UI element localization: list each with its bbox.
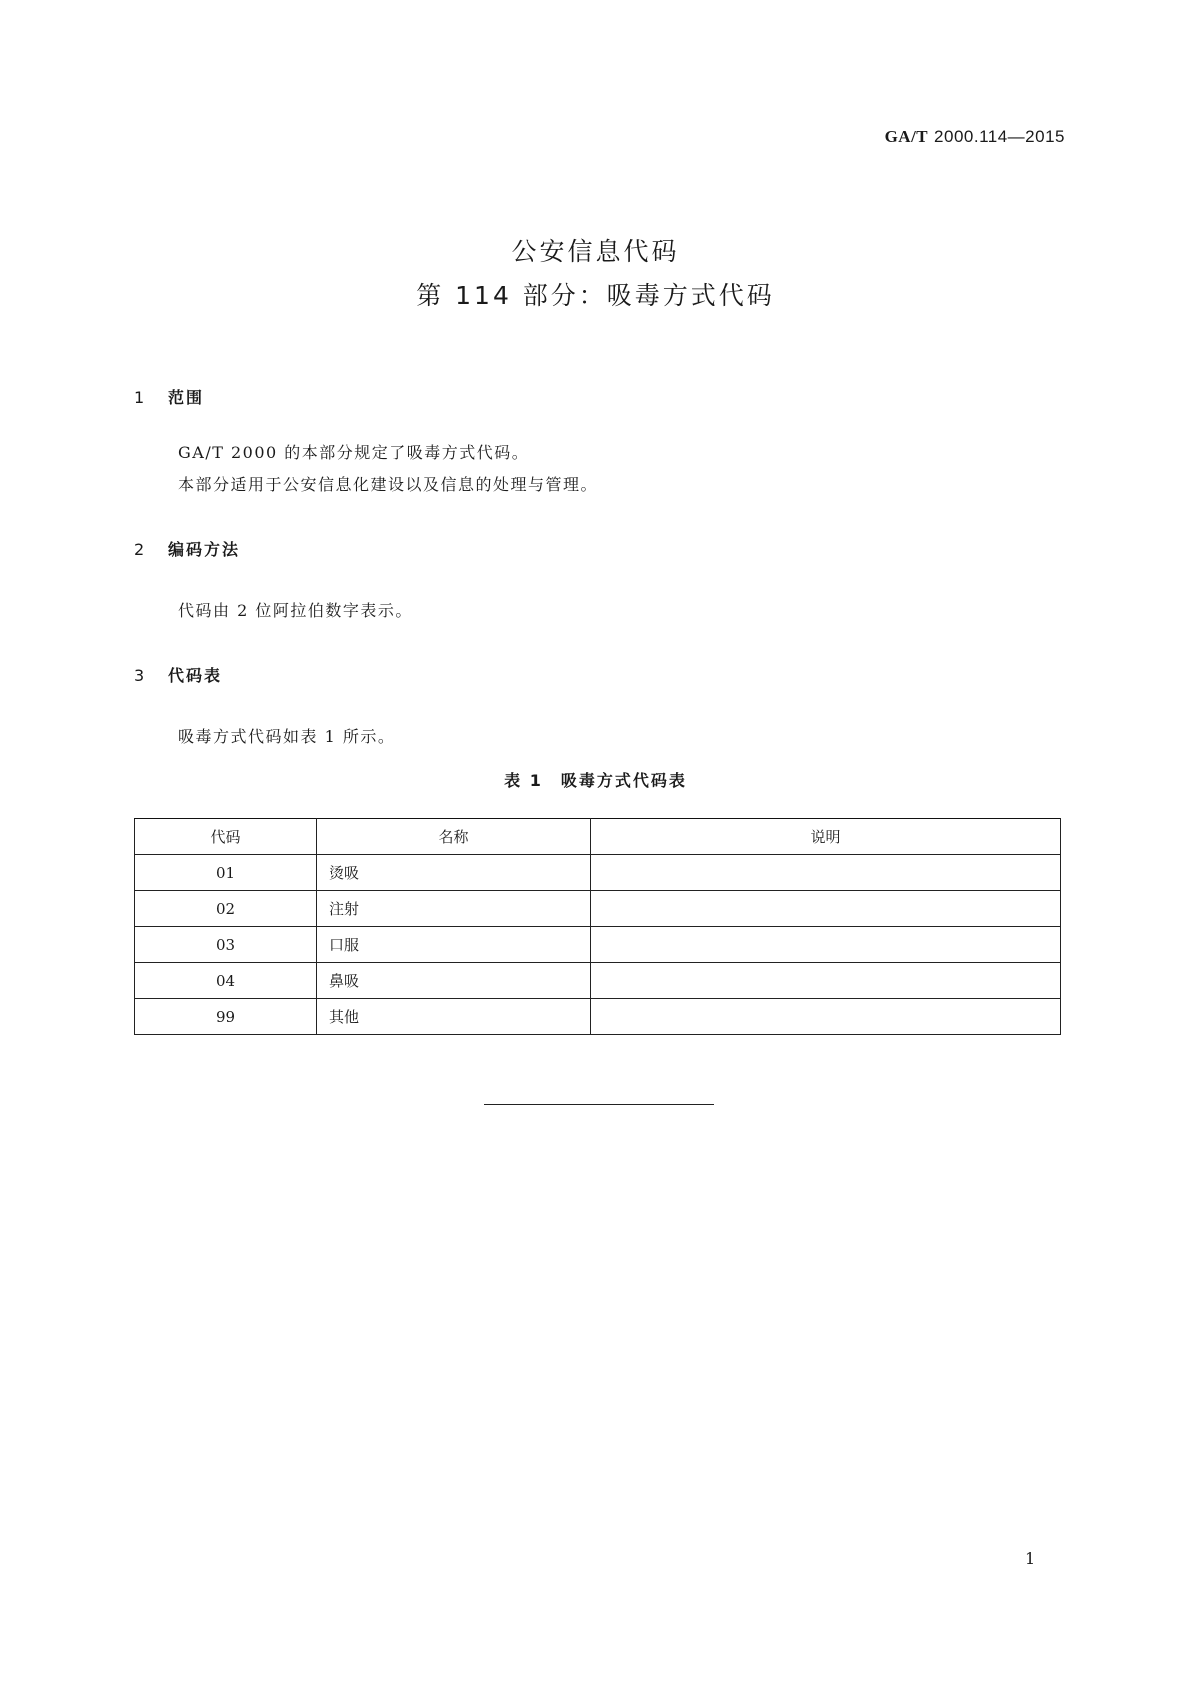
table-row (135, 855, 1061, 891)
cell-description (591, 855, 1061, 891)
table-row (135, 927, 1061, 963)
cell-name: 注射 (317, 891, 591, 927)
table-row (135, 999, 1061, 1035)
section-number: 3 (134, 666, 147, 685)
paragraph: GA/T 2000 的本部分规定了吸毒方式代码。 (178, 443, 530, 462)
column-header-description: 说明 (591, 819, 1061, 855)
cell-code: 04 (135, 963, 317, 999)
document-title: 公安信息代码 (511, 237, 680, 266)
table-caption: 表 1 吸毒方式代码表 (504, 771, 687, 790)
cell-name: 鼻吸 (317, 963, 591, 999)
end-divider (484, 1104, 714, 1105)
cell-code: 03 (135, 927, 317, 963)
standard-code: 2000.114—2015 (934, 127, 1065, 146)
section-title: 代码表 (168, 666, 223, 685)
section-heading-coding-method (134, 537, 240, 560)
paragraph: 本部分适用于公安信息化建设以及信息的处理与管理。 (178, 475, 599, 494)
table-row (135, 963, 1061, 999)
section-title: 范围 (168, 388, 205, 407)
column-header-code: 代码 (135, 819, 317, 855)
cell-name: 烫吸 (317, 855, 591, 891)
page-number: 1 (1025, 1549, 1036, 1568)
cell-code: 01 (135, 855, 317, 891)
paragraph: 代码由 2 位阿拉伯数字表示。 (178, 601, 413, 620)
cell-description (591, 927, 1061, 963)
paragraph: 吸毒方式代码如表 1 所示。 (178, 727, 396, 746)
cell-name: 口服 (317, 927, 591, 963)
cell-description (591, 963, 1061, 999)
standard-prefix: GA/T (884, 127, 929, 146)
cell-name: 其他 (317, 999, 591, 1035)
column-header-name: 名称 (317, 819, 591, 855)
section-heading-scope (134, 385, 204, 408)
section-heading-code-table (134, 663, 222, 686)
section-number: 1 (134, 388, 147, 407)
code-table (134, 818, 1061, 1035)
standard-number (885, 127, 1065, 147)
section-title: 编码方法 (168, 540, 241, 559)
cell-description (591, 891, 1061, 927)
table-row (135, 891, 1061, 927)
section-number: 2 (134, 540, 147, 559)
cell-code: 99 (135, 999, 317, 1035)
cell-description (591, 999, 1061, 1035)
document-subtitle: 第 114 部分：吸毒方式代码 (416, 281, 775, 310)
table-header-row (135, 819, 1061, 855)
cell-code: 02 (135, 891, 317, 927)
